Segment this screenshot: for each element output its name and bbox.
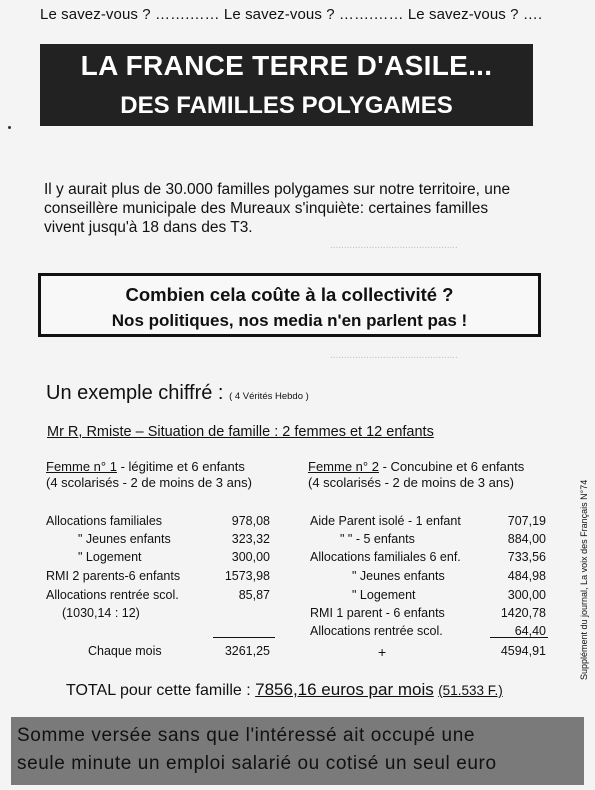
example-source: ( 4 Vérités Hebdo ) [229, 391, 309, 402]
wife1-row-value: 323,32 [231, 532, 270, 546]
wife1-sum-rule [213, 637, 275, 638]
wife2-row-label: Allocations rentrée scol. [310, 624, 443, 638]
family-total [66, 680, 503, 700]
wife1-row-label: Allocations rentrée scol. [46, 588, 179, 602]
wife2-total-value: 4594,91 [500, 644, 546, 658]
wife2-row-value: 733,56 [507, 550, 546, 564]
page-subtitle: DES FAMILLES POLYGAMES [120, 92, 453, 119]
scan-dot [8, 126, 11, 129]
bleed-through-text: .............................................. [330, 240, 458, 251]
wife2-row-value: 300,00 [507, 588, 546, 602]
question-box [38, 273, 541, 337]
wife1-row-value: 1573,98 [224, 569, 270, 583]
wife1-row-label: " Logement [78, 550, 142, 564]
wife2-row-label: Allocations familiales 6 enf. [310, 550, 461, 564]
wife1-row-label: Allocations familiales [46, 514, 163, 528]
title-banner [40, 44, 533, 126]
page-title: LA FRANCE TERRE D'ASILE... [80, 50, 493, 81]
intro-paragraph: Il y aurait plus de 30.000 familles polygames sur notre territoire, une conseillère municipale des Mureaux s'inquiète: certaines familles vivent jusqu'à 18 dans des T3. [44, 181, 511, 236]
wife1-row-label: " Jeunes enfants [78, 532, 171, 546]
wife2-sum-rule [490, 637, 548, 638]
wife1-row-value: 300,00 [231, 550, 270, 564]
total-label: TOTAL pour cette famille : [66, 682, 251, 699]
wife1-row-value: 85,87 [238, 588, 270, 602]
wife2-desc: - Concubine et 6 enfants [382, 459, 525, 474]
wife1-total-label: Chaque mois [88, 644, 162, 658]
wife1-header [46, 459, 252, 491]
wife1-label: Femme n° 1 [46, 459, 117, 474]
teaser-line: Le savez-vous ? …….…… Le savez-vous ? …….…… Le savez-vous ? …. [40, 6, 543, 23]
wife1-desc: - légitime et 6 enfants [120, 459, 245, 474]
wife1-row-label: RMI 2 parents-6 enfants [46, 569, 181, 583]
wife2-row-value: 64,40 [514, 624, 546, 638]
wife2-label: Femme n° 2 [308, 459, 379, 474]
wife2-children: (4 scolarisés - 2 de moins de 3 ans) [308, 475, 514, 490]
family-situation: Mr R, Rmiste – Situation de famille : 2 femmes et 12 enfants [47, 424, 434, 440]
example-heading [46, 382, 309, 405]
wife1-children: (4 scolarisés - 2 de moins de 3 ans) [46, 475, 252, 490]
wife1-total-value: 3261,25 [224, 644, 270, 658]
publication-note: Supplément du journal, La voix des Français N°74 [579, 479, 589, 680]
wife1-row-value: 978,08 [231, 514, 270, 528]
wife2-row-value: 884,00 [507, 532, 546, 546]
wife2-row-label: RMI 1 parent - 6 enfants [310, 606, 445, 620]
conclusion-line-1: Somme versée sans que l'intéressé ait occupé une [17, 725, 476, 746]
wife2-row-value: 1420,78 [500, 606, 546, 620]
wife1-row-label: (1030,14 : 12) [62, 606, 140, 620]
wife2-row-value: 484,98 [507, 569, 546, 583]
statement-line: Nos politiques, nos media n'en parlent pas ! [111, 311, 468, 330]
conclusion-line-2: seule minute un emploi salarié ou cotisé un seul euro [17, 753, 497, 774]
wife2-row-label: " " - 5 enfants [340, 532, 415, 546]
plus-sign: + [378, 644, 387, 660]
total-amount: 7856,16 euros par mois [255, 680, 434, 699]
example-title: Un exemple chiffré : [46, 382, 224, 404]
wife2-row-label: " Jeunes enfants [352, 569, 445, 583]
wife2-row-value: 707,19 [507, 514, 546, 528]
question-line: Combien cela coûte à la collectivité ? [125, 284, 454, 305]
wife2-row-label: Aide Parent isolé - 1 enfant [310, 514, 461, 528]
wife2-row-label: " Logement [352, 588, 416, 602]
conclusion-banner [11, 717, 584, 785]
wife2-header [308, 459, 524, 491]
total-francs: (51.533 F.) [438, 683, 503, 698]
bleed-through-text: .............................................. [330, 350, 458, 361]
